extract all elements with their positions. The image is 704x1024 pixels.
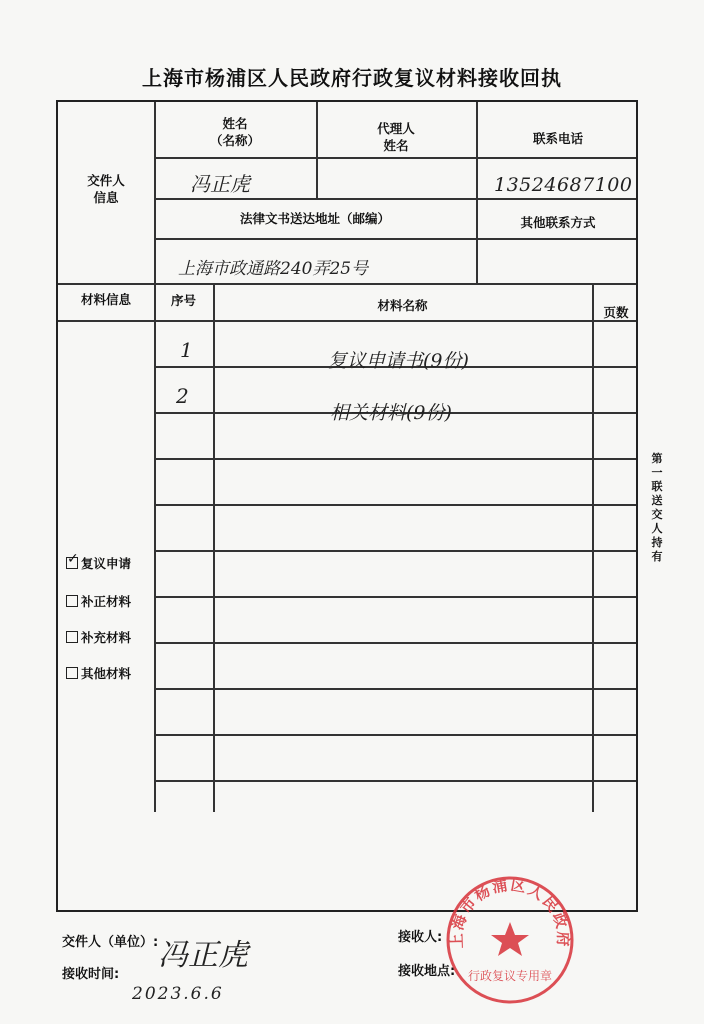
material-row-line xyxy=(154,458,636,460)
material-row-line xyxy=(154,596,636,598)
receiver-label: 接收人: xyxy=(398,930,443,945)
checkbox-icon[interactable] xyxy=(66,667,78,679)
checkbox-icon[interactable] xyxy=(66,631,78,643)
row-1-material-name: 复议申请书(9份) xyxy=(328,350,469,372)
material-row-line xyxy=(154,780,636,782)
checkbox-icon[interactable] xyxy=(66,595,78,607)
other-contact-header: 其他联系方式 xyxy=(520,215,596,230)
material-row-line xyxy=(154,688,636,690)
receive-place-label: 接收地点: xyxy=(398,964,456,979)
pages-column-header: 页数 xyxy=(603,305,629,320)
seal-star-icon xyxy=(491,922,529,956)
submitter-name-value: 冯正虎 xyxy=(190,172,250,196)
address-header: 法律文书送达地址（邮编） xyxy=(239,211,390,226)
row-2-seq: 2 xyxy=(176,384,189,408)
receive-time-label: 接收时间: xyxy=(62,967,120,982)
official-seal xyxy=(442,872,578,1008)
receipt-date: 2023.6.6 xyxy=(132,984,224,1004)
materials-section-label: 材料信息 xyxy=(80,292,131,307)
receipt-form xyxy=(56,100,638,912)
material-row-line xyxy=(154,504,636,506)
row-2-material-name: 相关材料(9份) xyxy=(330,402,452,424)
submitter-signature: 冯正虎 xyxy=(158,938,248,973)
row-1-seq: 1 xyxy=(180,338,193,362)
address-value: 上海市政通路240弄25号 xyxy=(178,259,369,279)
seal-ring-text: 上海市杨浦区人民政府 xyxy=(447,875,573,949)
phone-value: 13524687100 xyxy=(494,174,633,196)
seal-bottom-text: 行政复议专用章 xyxy=(467,969,553,983)
type-supplementary-materials[interactable]: 补充材料 xyxy=(66,628,131,646)
name-header: 姓名 （名称） xyxy=(209,116,260,148)
seq-column-header: 序号 xyxy=(170,293,196,308)
copy-note: 第一联 送交人持有 xyxy=(651,452,663,563)
checkbox-icon[interactable] xyxy=(66,551,79,569)
submitter-unit-label: 交件人（单位）: xyxy=(62,935,159,950)
checkmark-icon: ✓ xyxy=(67,551,79,567)
material-row-line xyxy=(154,550,636,552)
phone-header: 联系电话 xyxy=(532,131,583,146)
type-correction-materials[interactable]: 补正材料 xyxy=(66,592,131,610)
type-reconsideration-application[interactable]: ✓ 复议申请 xyxy=(67,551,132,571)
material-name-column-header: 材料名称 xyxy=(377,298,428,313)
agent-header: 代理人 姓名 xyxy=(377,121,415,153)
submitter-info-label: 交件人 信息 xyxy=(87,173,125,205)
material-row-line xyxy=(154,642,636,644)
page-title: 上海市杨浦区人民政府行政复议材料接收回执 xyxy=(142,66,562,90)
type-other-materials[interactable]: 其他材料 xyxy=(66,664,131,682)
material-row-line xyxy=(154,734,636,736)
